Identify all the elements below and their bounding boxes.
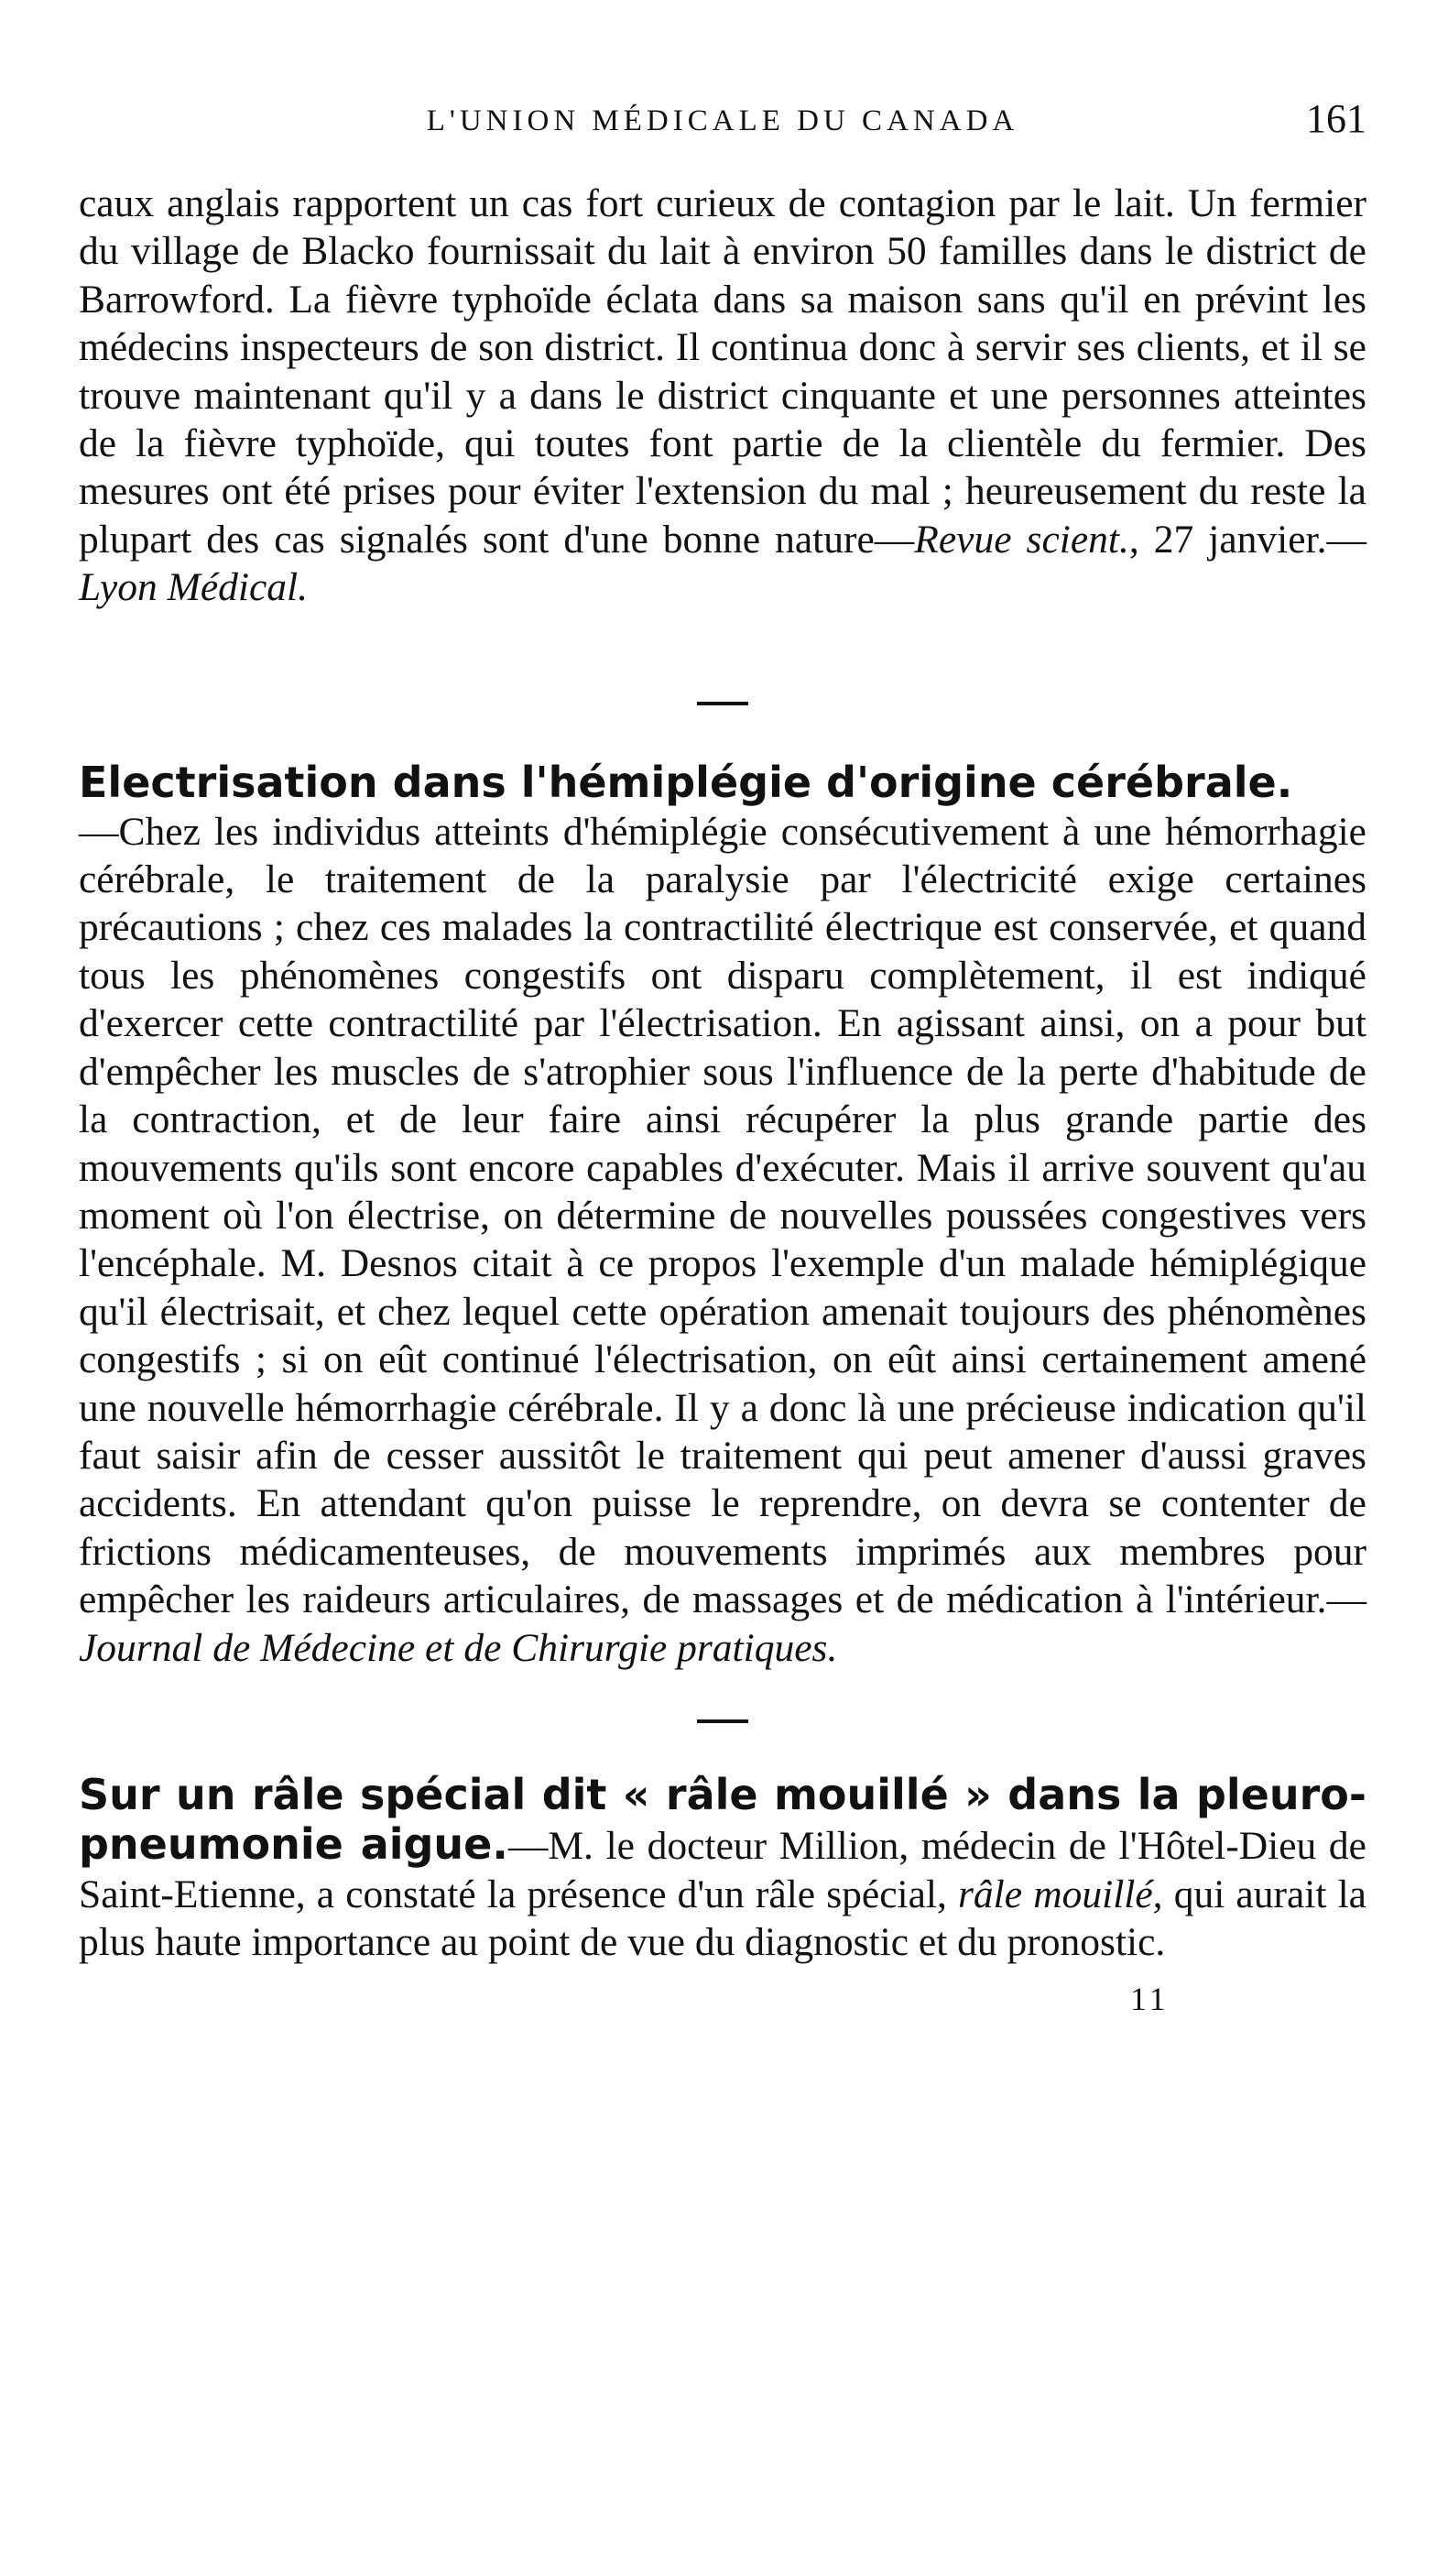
page-number: 161 (1306, 96, 1366, 141)
article-contagion-lait (79, 180, 1366, 612)
article-body: —M. le docteur Million, médecin de l'Hôtel-Dieu de Saint-Etienne, a constaté la présence d'un râle spécial, (79, 1824, 1366, 1916)
article-title-electrisation: Electrisation dans l'hémiplégie d'origine cérébrale. (79, 757, 1293, 807)
source-journal: Lyon Médical. (79, 565, 308, 610)
source-date: , 27 janvier.— (1128, 517, 1366, 562)
page-header (79, 92, 1366, 147)
article-electrisation (79, 808, 1366, 1672)
page (79, 92, 1366, 2018)
article-body: caux anglais rapportent un cas fort curieux de contagion par le lait. Un fermier du village de Blacko fournissait du lait à environ 50 familles dans le district de Barrowford. La fièvre typhoïde éclata dans sa maison sans qu'il en prévint les médecins inspecteurs de son district. Il continua donc à servir ses clients, et il se trouve maintenant qu'il y a dans le district cinquante et une personnes atteintes de la fièvre typhoïde, qui toutes font partie de la clientèle du fermier. Des mesures ont été prises pour éviter l'extension du mal ; heureusement du reste la plupart des cas signalés sont d'une bonne nature— (79, 181, 1366, 562)
source-citation: Revue scient. (914, 517, 1129, 562)
section-divider (697, 1719, 748, 1723)
section-divider (697, 702, 748, 705)
article-rale-mouille (79, 1771, 1366, 1967)
article-body: —Chez les individus atteints d'hémiplégie consécutivement à une hémorrhagie cérébrale, le traitement de la paralysie par l'électricité exige certaines précautions ; chez ces malades la contractilité électrique est conservée, et quand tous les phénomènes congestifs ont disparu complètement, il est indiqué d'exercer cette contractilité par l'électrisation. En agissant ainsi, on a pour but d'empêcher les muscles de s'atrophier sous l'influence de la perte d'habitude de la contraction, et de leur faire ainsi récupérer la plus grande partie des mouvements qu'ils sont encore capables d'exécuter. Mais il arrive souvent qu'au moment où l'on électrise, on détermine de nouvelles poussées congestives vers l'encéphale. M. Desnos citait à ce propos l'exemple d'un malade hémiplégique qu'il électrisait, et chez lequel cette opération amenait toujours des phénomènes congestifs ; si on eût continué l'électrisation, on eût ainsi certainement amené une nouvelle hémorrhagie cérébrale. Il y a donc là une précieuse indication qu'il faut saisir afin de cesser aussitôt le traitement qui peut amener d'aussi graves accidents. En attendant qu'on puisse le reprendre, on devra se contenter de frictions médicamenteuses, de mouvements imprimés aux membres pour empêcher les raideurs articulaires, de massages et de médication à l'intérieur.— (79, 809, 1366, 1622)
article-term: râle mouillé, (958, 1872, 1163, 1916)
source-journal: Journal de Médecine et de Chirurgie pratiques. (79, 1625, 838, 1670)
article-body-end: qui aurait la plus haute importance au point de vue du diagnostic et du pronostic. (79, 1872, 1366, 1965)
running-head: L'UNION MÉDICALE DU CANADA (426, 104, 1019, 137)
signature-mark: 11 (1130, 1980, 1170, 2017)
article-title-rale: Sur un râle spécial dit « râle mouillé » dans la pleuro-pneumonie aigue. (79, 1769, 1366, 1870)
